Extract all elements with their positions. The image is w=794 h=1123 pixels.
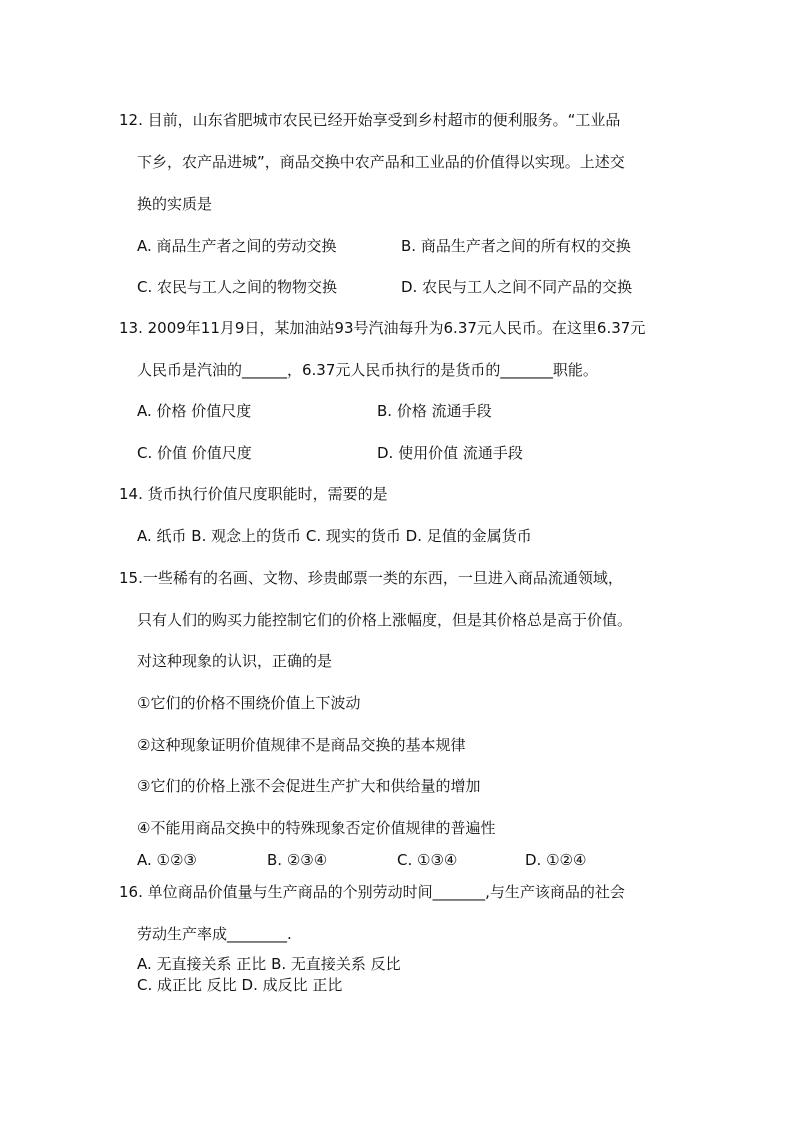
question-16-line-1: 16. 单位商品价值量与生产商品的个别劳动时间_______,与生产该商品的社会 [119,883,625,901]
question-15-line-2: 只有人们的购买力能控制它们的价格上涨幅度，但是其价格总是高于价值。 [137,611,633,629]
question-13-line-1: 13. 2009年11月9日，某加油站93号汽油每升为6.37元人民币。在这里6.37元 [119,319,646,337]
question-12-line-2: 下乡，农产品进城”，商品交换中农产品和工业品的价值得以实现。上述交 [137,153,625,171]
question-15-line-1: 15.一些稀有的名画、文物、珍贵邮票一类的东西，一旦进入商品流通领域， [119,569,623,587]
question-15-option-c: C. ①③④ [397,851,458,869]
question-12-line-1: 12. 目前，山东省肥城市农民已经开始享受到乡村超市的便利服务。“工业品 [119,111,621,129]
question-13-line-2: 人民币是汽油的______，6.37元人民币执行的是货币的_______职能。 [137,361,598,379]
question-16-line-2: 劳动生产率成________. [137,925,292,943]
question-15-item-3: ③它们的价格上涨不会促进生产扩大和供给量的增加 [137,777,481,795]
question-13-option-a: A. 价格 价值尺度 [137,402,252,420]
question-12-option-c: C. 农民与工人之间的物物交换 [137,278,338,296]
question-13-option-c: C. 价值 价值尺度 [137,444,252,462]
question-12-option-b: B. 商品生产者之间的所有权的交换 [401,237,631,255]
question-15-option-d: D. ①②④ [525,851,587,869]
question-15-option-b: B. ②③④ [267,851,328,869]
question-14-options: A. 纸币 B. 观念上的货币 C. 现实的货币 D. 足值的金属货币 [137,527,532,545]
question-12-line-3: 换的实质是 [137,195,213,213]
question-16-options-row-1: A. 无直接关系 正比 B. 无直接关系 反比 [137,955,401,973]
question-15-item-4: ④不能用商品交换中的特殊现象否定价值规律的普遍性 [137,819,496,837]
question-16-options-row-2: C. 成正比 反比 D. 成反比 正比 [137,976,343,994]
question-12-option-d: D. 农民与工人之间不同产品的交换 [401,278,633,296]
question-15-line-3: 对这种现象的认识，正确的是 [137,652,333,670]
question-13-option-d: D. 使用价值 流通手段 [377,444,523,462]
question-14-line-1: 14. 货币执行价值尺度职能时，需要的是 [119,485,388,503]
question-13-option-b: B. 价格 流通手段 [377,402,492,420]
question-15-option-a: A. ①②③ [137,851,197,869]
question-15-item-1: ①它们的价格不围绕价值上下波动 [137,694,361,712]
question-12-option-a: A. 商品生产者之间的劳动交换 [137,237,337,255]
question-15-item-2: ②这种现象证明价值规律不是商品交换的基本规律 [137,736,466,754]
